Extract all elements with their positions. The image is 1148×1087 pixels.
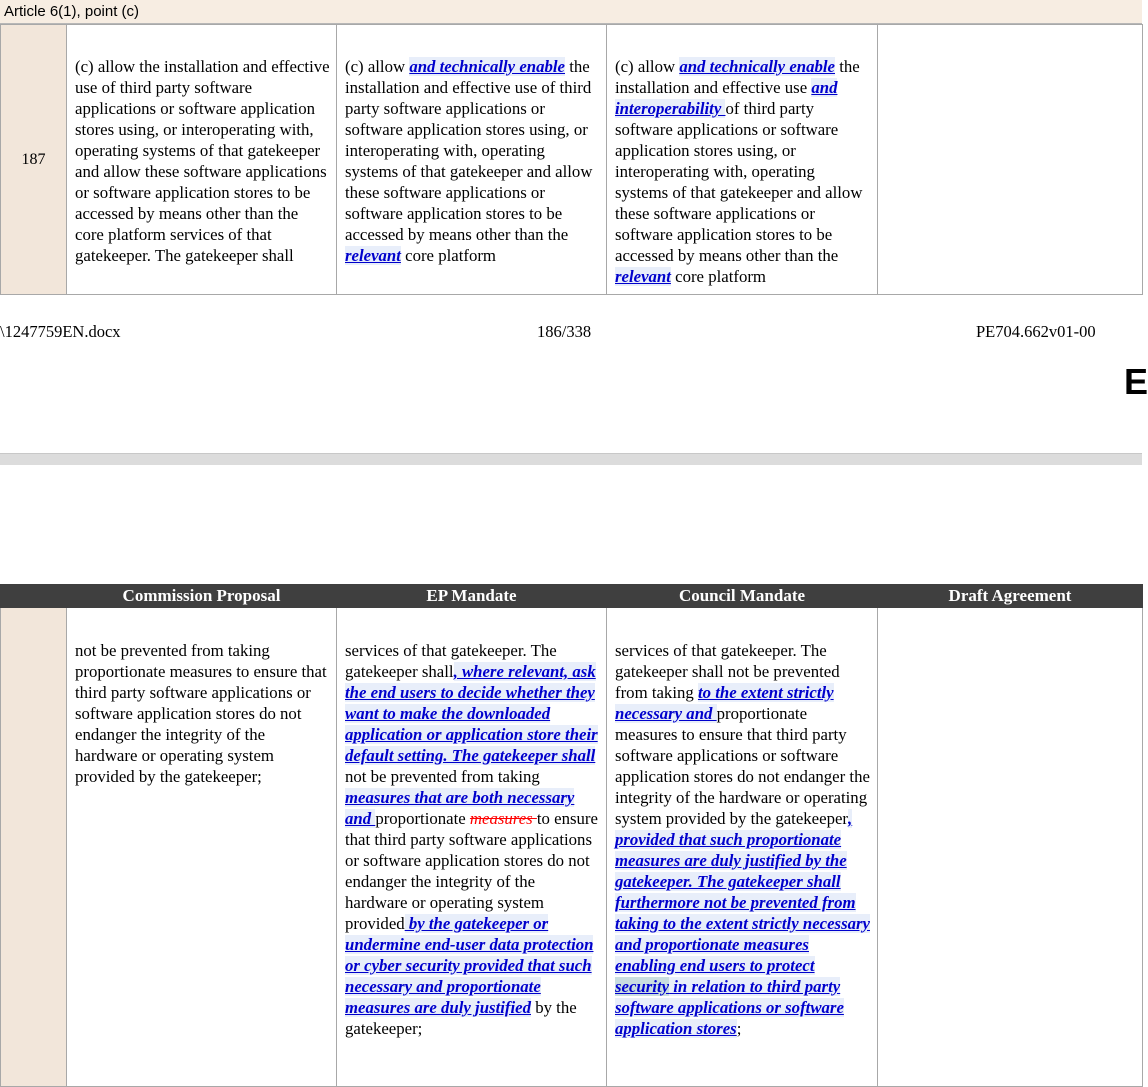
ep-cell[interactable]	[337, 25, 607, 295]
header-number-cell	[1, 585, 67, 608]
inserted-text: to the extent strictly necessary and	[615, 683, 834, 723]
footer-page-number: 186/338	[537, 322, 592, 341]
text-run: not be prevented from taking proportionate measures to ensure that third party software applications or software application stores do not endanger the integrity of the hardware or operating system provided by the gatekeeper;	[75, 641, 327, 786]
commission-cell[interactable]	[67, 25, 337, 295]
header-commission: Commission Proposal	[67, 585, 337, 608]
text-run: proportionate measures to ensure that third party software applications or software application stores do not endanger the integrity of the hardware or operating system provided by the gatekeeper	[615, 704, 870, 828]
text-run: services of that gatekeeper. The gatekeeper shall not be prevented from taking	[615, 641, 840, 702]
text-run: ;	[736, 1019, 742, 1038]
table-row	[1, 25, 1143, 295]
draft-cell[interactable]	[878, 25, 1143, 295]
footer-reference: PE704.662v01-00	[976, 322, 1096, 341]
header-row	[1, 585, 1143, 608]
inserted-text: and technically enable	[409, 57, 565, 76]
page-footer	[0, 322, 1142, 342]
text-run: proportionate	[375, 809, 470, 828]
inserted-text: by the gatekeeper or undermine end-user data protection or cyber security provided that such necessary and proportionate measures are duly justified	[345, 914, 594, 1017]
row-number-continued	[1, 608, 67, 1087]
text-run: to ensure that third party software applications or software application stores do not endanger the integrity of the hardware or operating system provided	[345, 809, 598, 933]
commission-cell[interactable]	[67, 608, 337, 1087]
row-number: 187	[1, 25, 67, 295]
inserted-text: and technically enable	[679, 57, 835, 76]
text-run: core platform	[400, 246, 496, 265]
text-run: of third party software applications or software application stores using, or interoperating with, operating systems of that gatekeeper and allow these software applications or software application stores to be accessed by means other than the	[615, 99, 863, 265]
section-title: Article 6(1), point (c)	[4, 3, 140, 20]
draft-text	[878, 25, 1142, 56]
council-cell[interactable]	[607, 608, 878, 1087]
inserted-text: , where relevant, ask the end users to decide whether they want to make the downloaded application or application store their default setting. The gatekeeper shall	[345, 662, 598, 765]
ep-text	[337, 608, 606, 1039]
ep-text	[337, 25, 606, 266]
header-ep: EP Mandate	[337, 585, 607, 608]
council-text	[607, 25, 877, 287]
text-run: (c) allow the installation and effective use of third party software applications or software application stores using, or interoperating with, operating systems of that gatekeeper and allow these software applications or software application stores to be accessed by means other than the core platform services of that gatekeeper. The gatekeeper shall	[75, 57, 330, 265]
edge-letter: E	[1124, 361, 1148, 402]
inserted-text: in relation to third party software applications or software application stores	[615, 977, 844, 1038]
text-run: by the gatekeeper;	[345, 998, 577, 1038]
comparison-table-bottom	[0, 584, 1143, 1087]
table-row	[1, 608, 1143, 1087]
comparison-table-top	[0, 24, 1143, 295]
text-run: not be prevented from taking	[345, 767, 540, 786]
header-council: Council Mandate	[607, 585, 878, 608]
draft-text	[878, 608, 1142, 640]
text-run: (c) allow	[615, 57, 680, 76]
council-cell[interactable]	[607, 25, 878, 295]
footer-filename: \1247759EN.docx	[0, 322, 121, 341]
highlighted-inserted-text: security	[615, 977, 670, 996]
council-text	[607, 608, 877, 1039]
draft-cell[interactable]	[878, 608, 1143, 1087]
deleted-text: measures	[469, 809, 537, 828]
header-draft: Draft Agreement	[878, 585, 1143, 608]
inserted-text: , provided that such proportionate measures are duly justified by the gatekeeper. The gatekeeper shall furthermore not be prevented from taking to the extent strictly necessary and proportionate measures enabling end users to protect	[615, 809, 870, 975]
text-run: the installation and effective use of third party software applications or software application stores using, or interoperating with, operating systems of that gatekeeper and allow these software applications or software application stores to be accessed by means other than the	[345, 57, 593, 244]
text-run: the installation and effective use	[615, 57, 860, 97]
commission-text	[67, 25, 336, 266]
commission-text	[67, 608, 336, 787]
inserted-text: relevant	[345, 246, 401, 265]
inserted-text: relevant	[615, 267, 671, 286]
inserted-text: measures that are both necessary and	[345, 788, 575, 828]
ep-cell[interactable]	[337, 608, 607, 1087]
text-run: core platform	[670, 267, 766, 286]
text-run: services of that gatekeeper. The gatekeeper shall	[345, 641, 557, 681]
text-run: (c) allow	[345, 57, 410, 76]
page-separator	[0, 453, 1142, 465]
section-header	[0, 0, 1142, 24]
inserted-text: and interoperability	[615, 78, 838, 118]
